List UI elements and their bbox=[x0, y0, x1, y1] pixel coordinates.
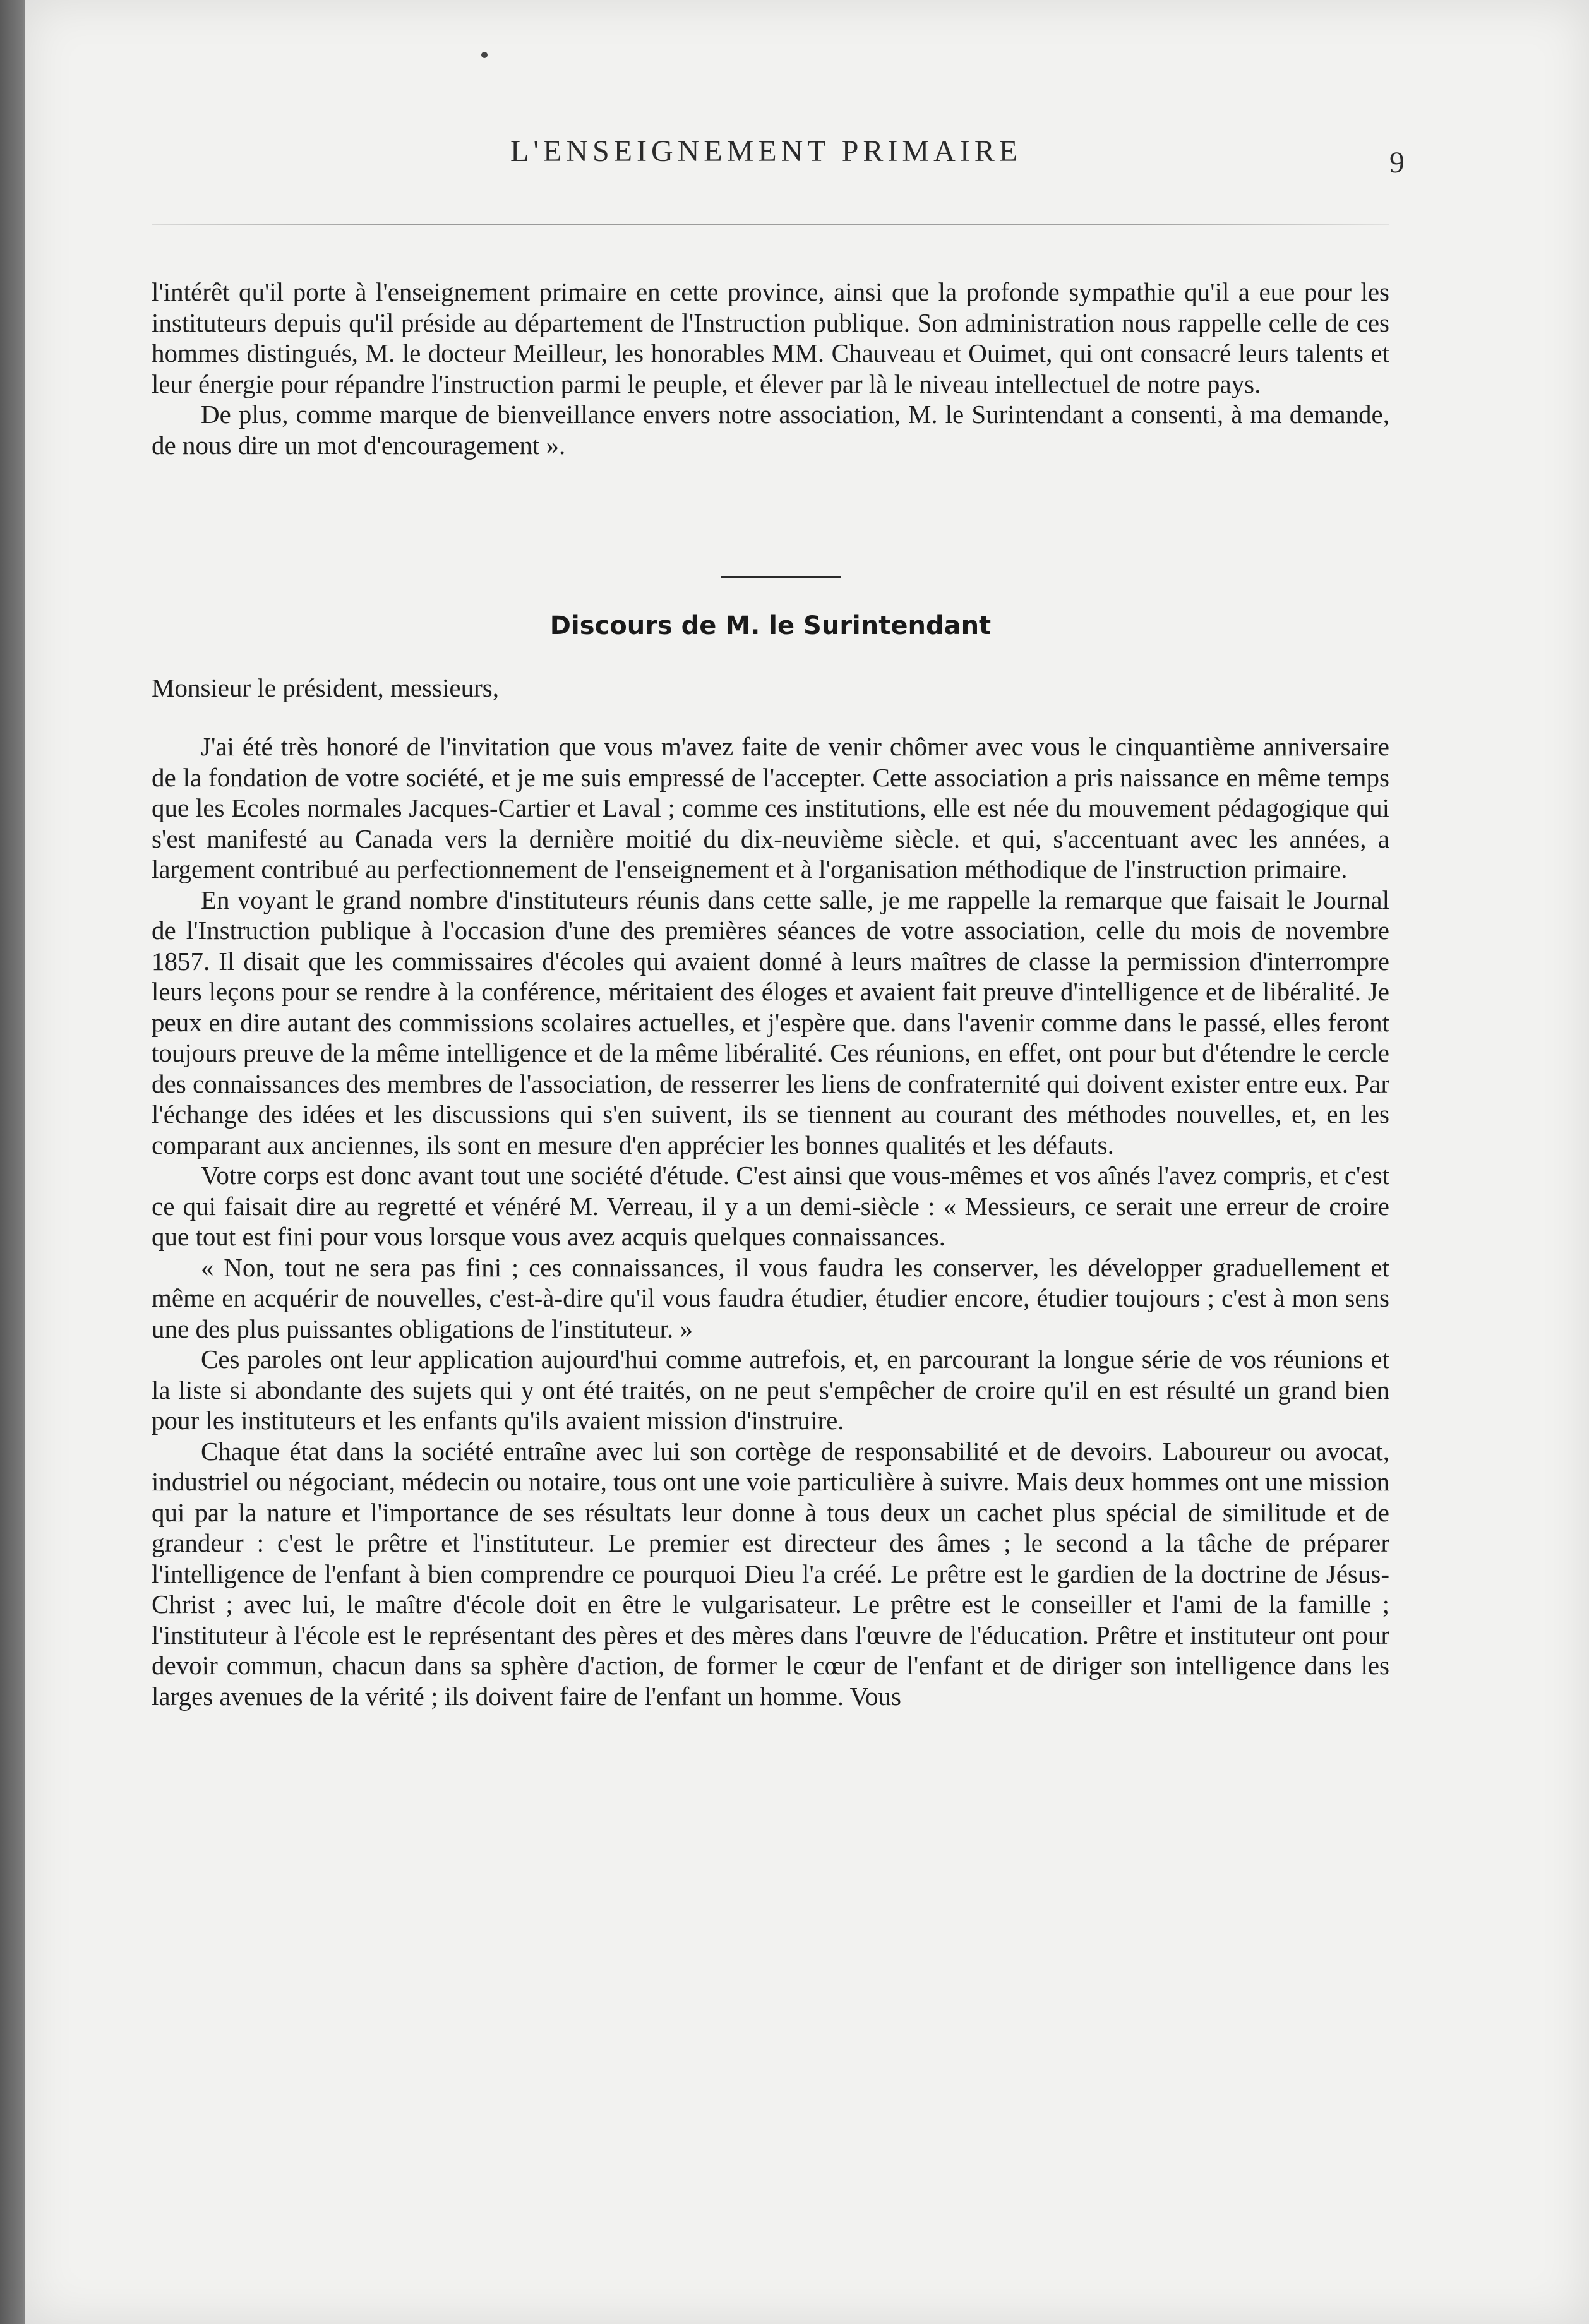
intro-paragraph: l'intérêt qu'il porte à l'enseignement primaire en cette province, ainsi que la profonde sympathie qu'il a eue pour les instituteurs depuis qu'il préside au département de l'Instruction publique. Son administration nous rappelle celle de ces hommes distingués, M. le docteur Meilleur, les honorables MM. Chauveau et Ouimet, qui ont consacré leurs talents et leur énergie pour répandre l'instruction parmi le peuple, et élever par là le niveau intellectuel de notre pays. bbox=[152, 277, 1389, 398]
speech-text bbox=[152, 731, 1389, 1711]
running-header bbox=[177, 134, 1440, 191]
speech-paragraph: Chaque état dans la société entraîne avec lui son cortège de responsabilité et de devoirs. Laboureur ou avocat, industriel ou négociant, médecin ou notaire, tous ont une voie particulière à suivre. Mais deux hommes ont une mission qui par la nature et l'importance de ses résultats leur donne à tous deux un cachet plus spécial de similitude et de grandeur : c'est le prêtre et l'instituteur. Le premier est directeur des âmes ; le second a la tâche de préparer l'intelligence de l'enfant à bien comprendre ce pourquoi Dieu l'a créé. Le prêtre est le gardien de la doctrine de Jésus-Christ ; avec lui, le maître d'école doit en être le vulgarisateur. Le prêtre est le conseiller et l'ami de la famille ; l'instituteur à l'école est le représentant des pères et des mères dans l'œuvre de l'éducation. Prêtre et instituteur ont pour devoir commun, chacun dans sa sphère d'action, de former le cœur de l'enfant et de diriger son intelligence dans les larges avenues de la vérité ; ils doivent faire de l'enfant un homme. Vous bbox=[152, 1436, 1389, 1711]
book-page bbox=[25, 0, 1589, 2324]
speech-paragraph: Ces paroles ont leur application aujourd'hui comme autrefois, et, en parcourant la longue série de vos réunions et la liste si abondante des sujets qui y ont été traités, on ne peut s'empêcher de croire qu'il en est résulté un grand bien pour les instituteurs et les enfants qu'ils avaient mission d'instruire. bbox=[152, 1345, 1389, 1435]
intro-text bbox=[152, 277, 1389, 460]
section-divider bbox=[721, 576, 841, 578]
speech-paragraph: « Non, tout ne sera pas fini ; ces connaissances, il vous faudra les conserver, les développer graduellement et même en acquérir de nouvelles, c'est-à-dire qu'il vous faudra étudier, étudier encore, étudier toujours ; c'est à mon sens une des plus puissantes obligations de l'instituteur. » bbox=[152, 1252, 1389, 1343]
page-number: 9 bbox=[1389, 146, 1405, 179]
salutation: Monsieur le président, messieurs, bbox=[152, 673, 499, 702]
header-rule bbox=[152, 224, 1389, 225]
speech-paragraph: J'ai été très honoré de l'invitation que vous m'avez faite de venir chômer avec vous le cinquantième anniversaire de la fondation de votre société, et je me suis empressé de l'accepter. Cette association a pris naissance en même temps que les Ecoles normales Jacques-Cartier et Laval ; comme ces institutions, elle est née du mouvement pédagogique qui s'est manifesté au Canada vers la dernière moitié du dix-neuvième siècle. et qui, s'accentuant avec les années, a largement contribué au perfectionnement de l'enseignement et à l'organisation méthodique de l'instruction primaire. bbox=[152, 732, 1389, 883]
previous-page-edge bbox=[0, 0, 23, 2324]
speech-paragraph: En voyant le grand nombre d'instituteurs réunis dans cette salle, je me rappelle la remarque que faisait le Journal de l'Instruction publique à l'occasion d'une des premières séances de votre association, celle du mois de novembre 1857. Il disait que les commissaires d'écoles qui avaient donné à leurs maîtres de classe la permission d'interrompre leurs leçons pour se rendre à la conférence, méritaient des éloges et avaient fait preuve d'intelligence et de libéralité. Je peux en dire autant des commissions scolaires actuelles, et j'espère que. dans l'avenir comme dans le passé, elles feront toujours preuve de la même intelligence et de la même libéralité. Ces réunions, en effet, ont pour but d'étendre le cercle des connaissances des membres de l'association, de resserrer les liens de confraternité qui doivent exister entre eux. Par l'échange des idées et les discussions qui s'en suivent, ils se tiennent au courant des méthodes nouvelles, et, en les comparant aux anciennes, ils sont en mesure d'en apprécier les bonnes qualités et les défauts. bbox=[152, 885, 1389, 1159]
section-heading: Discours de M. le Surintendant bbox=[549, 611, 992, 640]
ink-speck bbox=[481, 52, 488, 58]
running-title: L'ENSEIGNEMENT PRIMAIRE bbox=[510, 135, 1022, 168]
speech-paragraph: Votre corps est donc avant tout une société d'étude. C'est ainsi que vous-mêmes et vos aînés l'avez compris, et c'est ce qui faisait dire au regretté et vénéré M. Verreau, il y a un demi-siècle : « Messieurs, ce serait une erreur de croire que tout est fini pour vous lorsque vous avez acquis quelques connaissances. bbox=[152, 1161, 1389, 1251]
intro-paragraph: De plus, comme marque de bienveillance envers notre association, M. le Surintendant a consenti, à ma demande, de nous dire un mot d'encouragement ». bbox=[152, 400, 1389, 460]
